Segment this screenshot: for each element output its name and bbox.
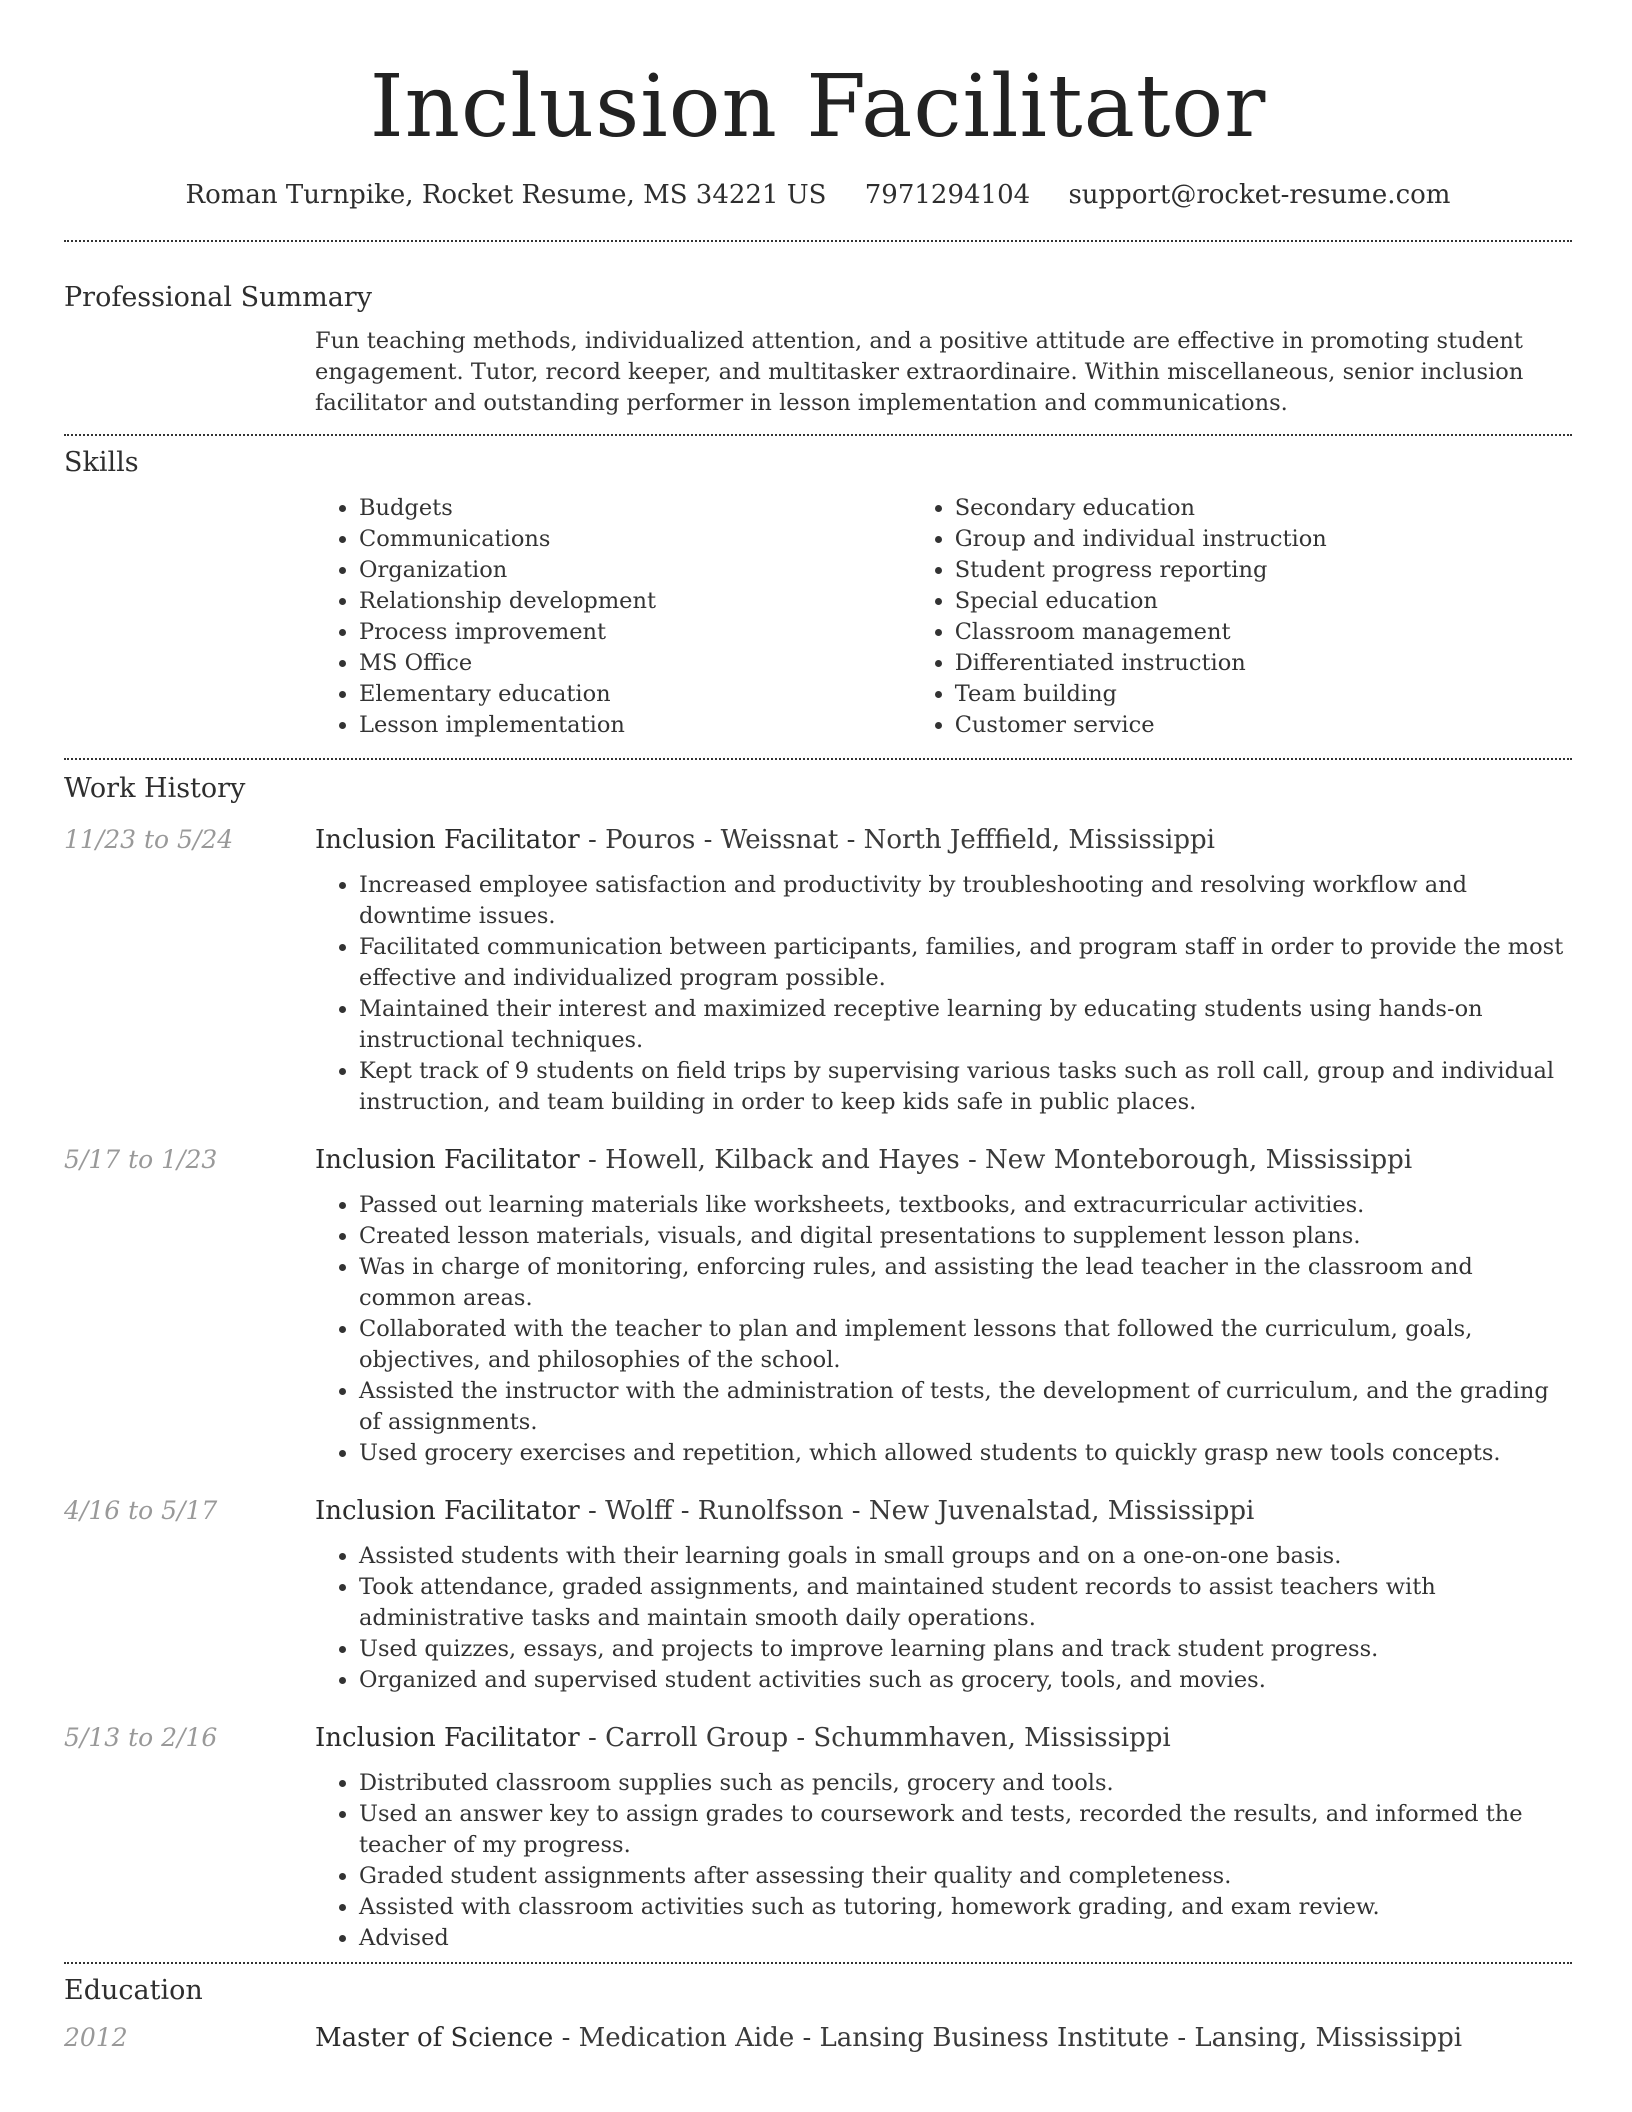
job-bullets <box>315 870 1572 1118</box>
contact-line <box>64 180 1572 210</box>
job-bullet: • Maintained their interest and maximized receptive learning by educating students using hands-on instructional techniques. <box>359 994 1572 1056</box>
job-title: Inclusion Facilitator <box>315 1496 580 1526</box>
resume-title: Inclusion Facilitator <box>369 57 1267 157</box>
job-employer: Pouros - Weissnat - North Jefffield, Mississippi <box>605 825 1215 855</box>
contact-address: Roman Turnpike, Rocket Resume, MS 34221 US <box>185 180 827 210</box>
skill-item: • Organization <box>359 555 911 586</box>
education-institution: Medication Aide - Lansing Business Institute - Lansing, Mississippi <box>578 2023 1463 2053</box>
skill-item: • MS Office <box>359 648 911 679</box>
job-title: Inclusion Facilitator <box>315 825 580 855</box>
job-bullet: • Took attendance, graded assignments, and maintained student records to assist teachers with administrative tasks and maintain smooth daily operations. <box>359 1572 1572 1634</box>
job-bullet: • Created lesson materials, visuals, and digital presentations to supplement lesson plans. <box>359 1221 1572 1252</box>
skill-item: • Elementary education <box>359 679 911 710</box>
job-bullet: • Increased employee satisfaction and productivity by troubleshooting and resolving workflow and downtime issues. <box>359 870 1572 932</box>
job-date: 5/17 to 1/23 <box>64 1145 218 1174</box>
job-date: 4/16 to 5/17 <box>64 1496 218 1525</box>
job-entry <box>64 825 1572 1118</box>
education-title-line: Master of Science - Medication Aide - Lansing Business Institute - Lansing, Mississippi <box>315 2023 1463 2053</box>
job-employer: Howell, Kilback and Hayes - New Monteborough, Mississippi <box>605 1145 1413 1175</box>
job-header <box>64 1496 1572 1526</box>
job-title-line: Inclusion Facilitator - Pouros - Weissnat - North Jefffield, Mississippi <box>315 825 1215 855</box>
job-title-line: Inclusion Facilitator - Howell, Kilback and Hayes - New Monteborough, Mississippi <box>315 1145 1413 1175</box>
skill-item: • Student progress reporting <box>955 555 1572 586</box>
skill-item: • Customer service <box>955 710 1572 741</box>
job-title-line: Inclusion Facilitator - Wolff - Runolfsson - New Juvenalstad, Mississippi <box>315 1496 1255 1526</box>
job-header <box>64 825 1572 855</box>
summary-text: Fun teaching methods, individualized attention, and a positive attitude are effective in promoting student engagement. Tutor, record keeper, and multitasker extraordinaire. Within miscellaneous, senior inclusion facilitator and outstanding performer in lesson implementation and communications. <box>315 328 1524 416</box>
skill-item: • Communications <box>359 524 911 555</box>
skill-item: • Budgets <box>359 493 911 524</box>
summary-section <box>64 282 1572 419</box>
job-title: Inclusion Facilitator <box>315 1723 580 1753</box>
work-section <box>64 773 1572 1954</box>
job-entry <box>64 1145 1572 1469</box>
job-date: 11/23 to 5/24 <box>64 825 234 854</box>
job-title-line: Inclusion Facilitator - Carroll Group - Schummhaven, Mississippi <box>315 1723 1171 1753</box>
job-bullets <box>315 1768 1572 1954</box>
skills-list-right <box>911 493 1572 741</box>
skill-item: • Group and individual instruction <box>955 524 1572 555</box>
job-bullets <box>315 1190 1572 1469</box>
degree-title: Master of Science <box>315 2023 554 2053</box>
job-header <box>64 1723 1572 1753</box>
divider <box>64 240 1572 242</box>
section-heading: Work History <box>64 773 246 804</box>
job-bullet: • Assisted with classroom activities such as tutoring, homework grading, and exam review. <box>359 1892 1572 1923</box>
job-bullet: • Assisted students with their learning goals in small groups and on a one-on-one basis. <box>359 1541 1572 1572</box>
job-bullet: • Assisted the instructor with the administration of tests, the development of curriculum, and the grading of assignments. <box>359 1376 1572 1438</box>
skill-item: • Lesson implementation <box>359 710 911 741</box>
skill-item: • Team building <box>955 679 1572 710</box>
job-bullet: • Distributed classroom supplies such as pencils, grocery and tools. <box>359 1768 1572 1799</box>
contact-phone: 7971294104 <box>864 180 1031 210</box>
job-bullet: • Used grocery exercises and repetition, which allowed students to quickly grasp new tools concepts. <box>359 1438 1572 1469</box>
job-bullet: • Was in charge of monitoring, enforcing rules, and assisting the lead teacher in the classroom and common areas. <box>359 1252 1572 1314</box>
job-bullet: • Graded student assignments after assessing their quality and completeness. <box>359 1861 1572 1892</box>
job-employer: Wolff - Runolfsson - New Juvenalstad, Mississippi <box>605 1496 1255 1526</box>
section-heading: Professional Summary <box>64 282 372 313</box>
divider <box>64 758 1572 760</box>
job-employer: Carroll Group - Schummhaven, Mississippi <box>605 1723 1171 1753</box>
skill-item: • Process improvement <box>359 617 911 648</box>
divider <box>64 434 1572 436</box>
job-bullet: • Used quizzes, essays, and projects to improve learning plans and track student progress. <box>359 1634 1572 1665</box>
education-section <box>64 1975 1572 2053</box>
divider <box>64 1962 1572 1964</box>
job-entry <box>64 1723 1572 1954</box>
skill-item: • Special education <box>955 586 1572 617</box>
skills-columns <box>315 493 1572 741</box>
job-bullet: • Passed out learning materials like worksheets, textbooks, and extracurricular activities. <box>359 1190 1572 1221</box>
section-heading: Skills <box>64 447 139 478</box>
job-bullet: • Organized and supervised student activities such as grocery, tools, and movies. <box>359 1665 1572 1696</box>
job-bullet: • Facilitated communication between participants, families, and program staff in order to provide the most effective and individualized program possible. <box>359 932 1572 994</box>
job-bullets <box>315 1541 1572 1696</box>
skill-item: • Secondary education <box>955 493 1572 524</box>
job-bullet: • Advised <box>359 1923 1572 1954</box>
contact-email: support@rocket-resume.com <box>1068 180 1451 210</box>
job-title: Inclusion Facilitator <box>315 1145 580 1175</box>
education-date: 2012 <box>64 2023 128 2052</box>
job-entry <box>64 1496 1572 1696</box>
job-bullet: • Collaborated with the teacher to plan and implement lessons that followed the curriculum, goals, objectives, and philosophies of the school. <box>359 1314 1572 1376</box>
job-header <box>64 1145 1572 1175</box>
education-entry <box>64 2023 1572 2053</box>
skills-list-left <box>315 493 911 741</box>
job-bullet: • Used an answer key to assign grades to coursework and tests, recorded the results, and informed the teacher of my progress. <box>359 1799 1572 1861</box>
resume-page <box>64 0 1572 2053</box>
skill-item: • Classroom management <box>955 617 1572 648</box>
skill-item: • Differentiated instruction <box>955 648 1572 679</box>
section-heading: Education <box>64 1975 203 2006</box>
skill-item: • Relationship development <box>359 586 911 617</box>
job-date: 5/13 to 2/16 <box>64 1723 218 1752</box>
job-bullet: • Kept track of 9 students on field trips by supervising various tasks such as roll call, group and individual instruction, and team building in order to keep kids safe in public places. <box>359 1056 1572 1118</box>
skills-section <box>64 447 1572 741</box>
